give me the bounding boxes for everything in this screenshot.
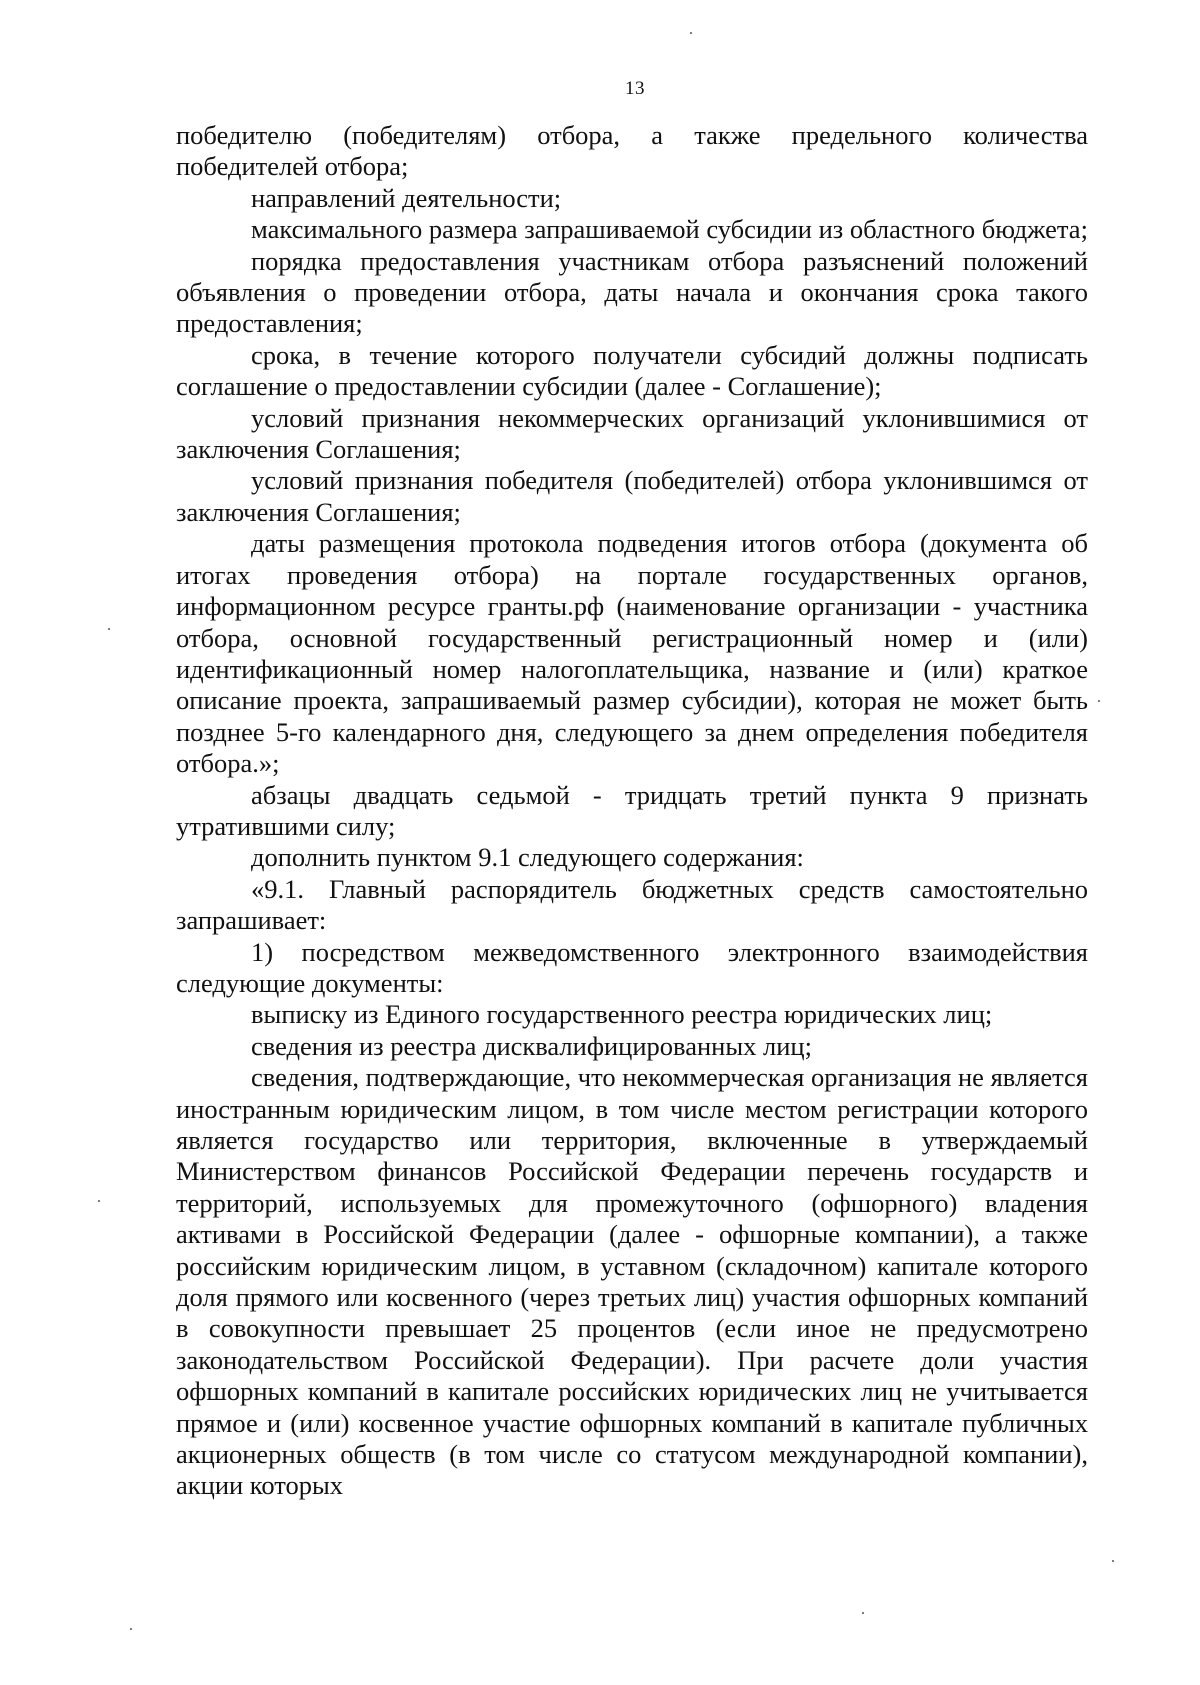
paragraph: условий признания победителя (победителей) отбора уклонившимся от заключения Соглашения; — [176, 465, 1088, 527]
paragraph: абзацы двадцать седьмой - тридцать третий пункта 9 признать утратившими силу; — [176, 779, 1088, 841]
scan-speck — [98, 1200, 100, 1202]
paragraph: максимального размера запрашиваемой субсидии из областного бюджета; — [251, 214, 1088, 245]
paragraph: условий признания некоммерческих организаций уклонившимися от заключения Соглашения; — [176, 402, 1088, 465]
paragraph: сведения, подтверждающие, что некоммерческая организация не является иностранным юридическим лицом, в том числе местом регистрации которого является государство или территория, включенные в утверждаемый Министерством финансов Российской Федерации перечень государств и территорий, используемых для промежуточного (офшорного) владения активами в Российской Федерации (далее - офшорные компании), а также российским юридическим лицом, в уставном (складочном) капитале которого доля прямого или косвенного (через третьих лиц) участия офшорных компаний в совокупности превышает 25 процентов (если иное не предусмотрено законодательством Российской Федерации). При расчете доли участия офшорных компаний в капитале российских юридических лиц не учитывается прямое и (или) косвенное участие офшорных компаний в капитале публичных акционерных обществ (в том числе со статусом международной компании), акции которых — [176, 1062, 1088, 1501]
scan-speck — [108, 628, 110, 630]
paragraph: даты размещения протокола подведения итогов отбора (документа об итогах проведения отбора) на портале государственных органов, информационном ресурсе гранты.рф (наименование организации - участника отбора, основной государственный регистрационный номер и (или) идентификационный номер налогоплательщика, название и (или) краткое описание проекта, запрашиваемый размер субсидии), которая не может быть позднее 5-го календарного дня, следующего за днем определения победителя отбора.»; — [176, 528, 1088, 779]
scan-speck — [690, 32, 692, 34]
paragraph: дополнить пунктом 9.1 следующего содержания: — [251, 842, 804, 873]
scan-speck — [1112, 1560, 1114, 1562]
paragraph: направлений деятельности; — [251, 182, 562, 213]
paragraph: срока, в течение которого получатели субсидий должны подписать соглашение о предоставлении субсидии (далее - Соглашение); — [176, 339, 1088, 402]
paragraph: «9.1. Главный распорядитель бюджетных средств самостоятельно запрашивает: — [176, 873, 1088, 936]
scan-speck — [1098, 700, 1100, 702]
document-body — [176, 120, 1088, 1502]
paragraph: порядка предоставления участникам отбора разъяснений положений объявления о проведении отбора, даты начала и окончания срока такого предоставления; — [176, 245, 1088, 339]
paragraph: выписку из Единого государственного реестра юридических лиц; — [251, 999, 993, 1030]
scan-speck — [862, 1612, 864, 1614]
scan-speck — [130, 1628, 132, 1630]
paragraph: сведения из реестра дисквалифицированных лиц; — [251, 1030, 812, 1061]
paragraph: 1) посредством межведомственного электронного взаимодействия следующие документы: — [176, 936, 1088, 998]
paragraph: победителю (победителям) отбора, а также предельного количества победителей отбора; — [176, 120, 1088, 182]
page-number: 13 — [625, 78, 645, 99]
